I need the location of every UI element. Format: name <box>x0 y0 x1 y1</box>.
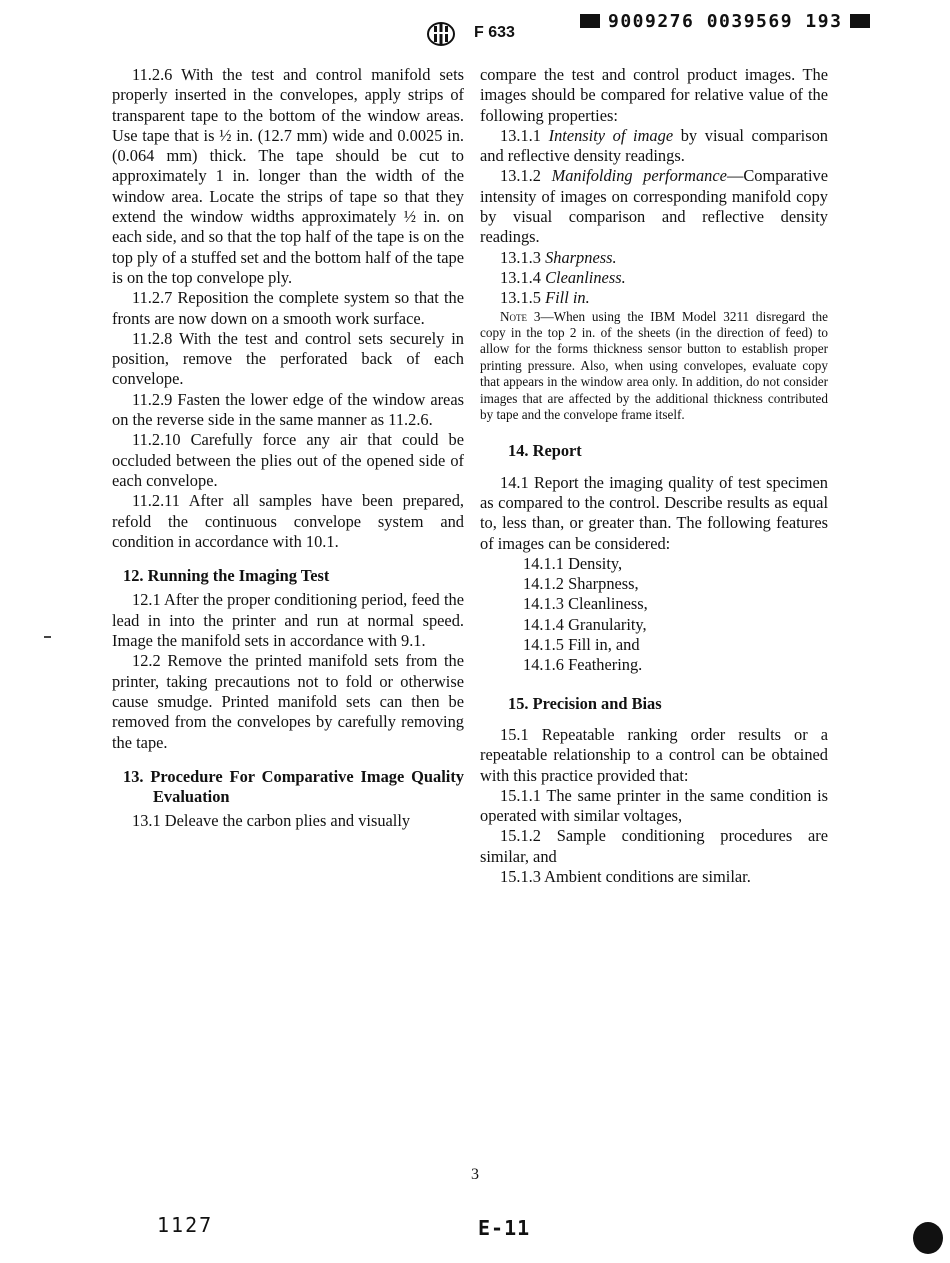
list-item: 14.1.6 Feathering. <box>523 655 643 675</box>
paragraph-11-2-9: 11.2.9 Fasten the lower edge of the window areas on the reverse side in the same manner as 11.2.6. <box>112 389 464 430</box>
paragraph-11-2-11: 11.2.11 After all samples have been prepared, refold the continuous convelope system and condition in accordance with 10.1. <box>112 491 464 551</box>
clause-text: —Comparative intensity of images on corresponding manifold copy by visual comparison and reflective density readings. <box>480 166 828 247</box>
clause-number: 13.1.4 <box>500 267 541 287</box>
paragraph-12-2: 12.2 Remove the printed manifold sets from the printer, taking precautions not to fold or otherwise cause smudge. Printed manifold sets can then be removed from the convelopes by carefully removing the tape. <box>112 651 464 752</box>
paragraph-15-1-2: 15.1.2 Sample conditioning procedures are similar, and <box>480 826 828 866</box>
clause-number: 13.1.3 <box>500 247 541 267</box>
list-item: 14.1.5 Fill in, and <box>523 635 640 655</box>
section-number: 12. <box>123 566 144 586</box>
section-13-heading <box>112 767 464 808</box>
feature-list <box>480 554 828 676</box>
list-item: 14.1.4 Granularity, <box>523 614 647 634</box>
note-label: Note 3 <box>500 308 541 324</box>
section-title: Running the Imaging Test <box>147 566 330 586</box>
paragraph-14-1: 14.1 Report the imaging quality of test specimen as compared to the control. Describe results as equal to, less than, or greater than. The following features of images can be considered: <box>480 472 828 553</box>
standard-designation: F 633 <box>474 24 515 41</box>
section-14-heading <box>480 441 828 461</box>
section-title: Precision and Bias <box>532 693 662 713</box>
clause-text: by visual comparison and reflective density readings. <box>480 125 828 166</box>
list-item: 14.1.2 Sharpness, <box>523 574 639 594</box>
section-number: 13. <box>123 766 144 786</box>
barcode-number: 9009276 0039569 193 <box>608 10 843 32</box>
paragraph-13-1-3 <box>480 248 828 268</box>
clause-term: Cleanliness. <box>545 267 626 287</box>
section-number: 15. <box>508 693 529 713</box>
left-column <box>112 65 464 832</box>
barcode-block-left <box>580 14 600 28</box>
section-title: Report <box>532 441 582 461</box>
clause-number: 13.1.5 <box>500 288 541 308</box>
note-text: —When using the IBM Model 3211 disregard the copy in the top 2 in. of the sheets (in the direction of feed) to allow for the forms thickness sensor button to establish proper printing pressure. Also, when using convelopes, evaluate copy that appears in the window area only. In addition, do not consider images that are affected by the additional thickness contributed by tape and the convelope frame itself. <box>480 308 828 422</box>
footer-left-number: 1127 <box>157 1213 214 1237</box>
paragraph-13-1-1 <box>480 126 828 167</box>
clause-term: Sharpness. <box>545 247 617 267</box>
section-12-heading <box>112 566 464 586</box>
section-15-heading <box>480 694 828 714</box>
paragraph-12-1: 12.1 After the proper conditioning period, feed the lead in into the printer and run at normal speed. Image the manifold sets in accordance with 9.1. <box>112 590 464 651</box>
list-item: 14.1.1 Density, <box>523 553 623 573</box>
paragraph-13-1-4 <box>480 268 828 288</box>
ink-blot <box>913 1222 943 1254</box>
paragraph-13-1-5 <box>480 288 828 308</box>
clause-term: Fill in. <box>545 288 590 308</box>
clause-number: 13.1.2 <box>500 166 541 186</box>
paragraph-11-2-6: 11.2.6 With the test and control manifold sets properly inserted in the convelopes, apply strips of transparent tape to the bottom of the window areas. Use tape that is ½ in. (12.7 mm) wide and 0.0025 in. (0.064 mm) thick. The tape should be cut to approximately 1 in. longer than the width of the window area. Locate the strips of tape so that they extend the window widths approximately ½ in. on each side, and so that the top half of the tape is on the top ply of a stuffed set and the bottom half of the tape is on the top convelope ply. <box>112 65 465 287</box>
right-column <box>480 65 828 887</box>
paragraph-13-1-2 <box>480 166 828 247</box>
section-number: 14. <box>508 441 529 461</box>
paragraph-13-1: 13.1 Deleave the carbon plies and visually <box>132 811 411 831</box>
paragraph-15-1-3: 15.1.3 Ambient conditions are similar. <box>500 867 751 887</box>
clause-number: 13.1.1 <box>500 125 541 145</box>
section-title: Procedure For Comparative Image Quality Evaluation <box>150 766 464 807</box>
barcode-block-right <box>850 14 870 28</box>
footer-center-code: E-11 <box>478 1216 531 1240</box>
clause-term: Intensity of image <box>548 125 674 145</box>
barcode-strip <box>580 10 870 32</box>
paragraph-11-2-7: 11.2.7 Reposition the complete system so that the fronts are now down on a smooth work surface. <box>112 288 464 328</box>
scan-speck <box>44 636 51 638</box>
paragraph-13-1-continued: compare the test and control product images. The images should be compared for relative value of the following properties: <box>480 65 828 125</box>
page-number: 3 <box>471 1166 479 1183</box>
note-3 <box>480 309 828 424</box>
paragraph-11-2-8: 11.2.8 With the test and control sets securely in position, remove the perforated back of each convelope. <box>112 328 464 389</box>
paragraph-11-2-10: 11.2.10 Carefully force any air that could be occluded between the plies out of the opened side of each convelope. <box>112 430 464 490</box>
list-item: 14.1.3 Cleanliness, <box>523 594 648 614</box>
astm-logo-icon <box>427 22 455 46</box>
clause-term: Manifolding performance <box>551 166 727 186</box>
paragraph-15-1-1: 15.1.1 The same printer in the same condition is operated with similar voltages, <box>480 785 828 826</box>
paragraph-15-1: 15.1 Repeatable ranking order results or a repeatable relationship to a control can be obtained with this practice provided that: <box>480 724 828 785</box>
